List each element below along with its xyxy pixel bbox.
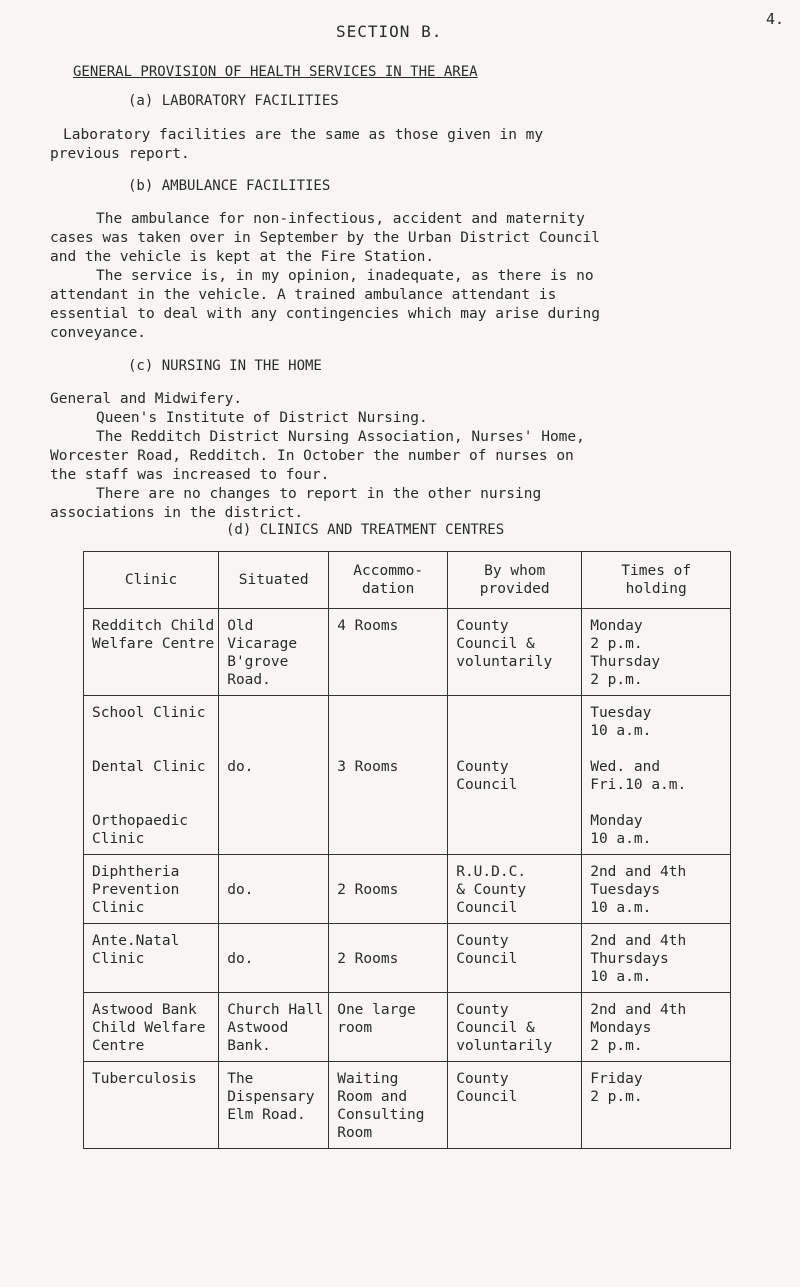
cell-clinic: Astwood Bank Child Welfare Centre (84, 993, 219, 1062)
cell-clinic: School Clinic Dental Clinic Orthopaedic Clinic (84, 696, 219, 855)
cell-provided-by: County Council & voluntarily (448, 993, 582, 1062)
cell-provided-by: County Council (448, 1062, 582, 1149)
section-d-title: (d) CLINICS AND TREATMENT CENTRES (226, 522, 505, 538)
table-row (84, 855, 731, 924)
table-row (84, 924, 731, 993)
cell-accommodation: 2 Rooms (329, 855, 448, 924)
cell-situated: do. (219, 924, 329, 993)
cell-clinic: Tuberculosis (84, 1062, 219, 1149)
cell-provided-by: County Council (448, 924, 582, 993)
section-b-line: The service is, in my opinion, inadequate, as there is no (96, 268, 594, 284)
header-clinic: Clinic (84, 552, 219, 609)
cell-situated: Old Vicarage B'grove Road. (219, 609, 329, 696)
cell-provided-by: R.U.D.C. & County Council (448, 855, 582, 924)
section-b-line: conveyance. (50, 325, 147, 341)
section-a-line: previous report. (50, 146, 190, 162)
section-b-line: attendant in the vehicle. A trained ambulance attendant is (50, 287, 557, 303)
cell-situated: do. (219, 696, 329, 855)
cell-clinic: Ante.Natal Clinic (84, 924, 219, 993)
cell-accommodation: One large room (329, 993, 448, 1062)
cell-provided-by: County Council (448, 696, 582, 855)
cell-times: 2nd and 4th Mondays 2 p.m. (582, 993, 731, 1062)
table-row (84, 609, 731, 696)
section-title: SECTION B. (336, 22, 443, 41)
section-c-line: Queen's Institute of District Nursing. (96, 410, 428, 426)
page-number: 4. (766, 10, 785, 28)
section-c-line: Worcester Road, Redditch. In October the number of nurses on (50, 448, 574, 464)
cell-times: 2nd and 4th Tuesdays 10 a.m. (582, 855, 731, 924)
cell-times: Friday 2 p.m. (582, 1062, 731, 1149)
table-row (84, 1062, 731, 1149)
section-c-line: The Redditch District Nursing Association, Nurses' Home, (96, 429, 585, 445)
cell-clinic: Redditch Child Welfare Centre (84, 609, 219, 696)
section-a-line: Laboratory facilities are the same as those given in my (63, 127, 544, 143)
cell-provided-by: County Council & voluntarily (448, 609, 582, 696)
section-c-line: the staff was increased to four. (50, 467, 330, 483)
cell-accommodation: 4 Rooms (329, 609, 448, 696)
header-situated: Situated (219, 552, 329, 609)
cell-accommodation: 3 Rooms (329, 696, 448, 855)
cell-situated: do. (219, 855, 329, 924)
cell-times: Tuesday 10 a.m. Wed. and Fri.10 a.m. Monday 10 a.m. (582, 696, 731, 855)
cell-clinic: Diphtheria Prevention Clinic (84, 855, 219, 924)
header-times: Times of holding (582, 552, 731, 609)
cell-situated: The Dispensary Elm Road. (219, 1062, 329, 1149)
cell-accommodation: Waiting Room and Consulting Room (329, 1062, 448, 1149)
cell-times: 2nd and 4th Thursdays 10 a.m. (582, 924, 731, 993)
cell-accommodation: 2 Rooms (329, 924, 448, 993)
clinics-table (83, 551, 731, 1149)
section-c-line: There are no changes to report in the other nursing (96, 486, 542, 502)
section-b-line: cases was taken over in September by the Urban District Council (50, 230, 600, 246)
cell-times: Monday 2 p.m. Thursday 2 p.m. (582, 609, 731, 696)
page-heading: GENERAL PROVISION OF HEALTH SERVICES IN THE AREA (73, 64, 478, 80)
header-provided-by: By whom provided (448, 552, 582, 609)
header-accommodation: Accommo- dation (329, 552, 448, 609)
table-row (84, 993, 731, 1062)
section-b-line: essential to deal with any contingencies which may arise during (50, 306, 600, 322)
section-c-title: (c) NURSING IN THE HOME (128, 358, 322, 374)
table-header-row (84, 552, 731, 609)
section-b-line: The ambulance for non-infectious, accident and maternity (96, 211, 585, 227)
section-b-title: (b) AMBULANCE FACILITIES (128, 178, 331, 194)
section-b-line: and the vehicle is kept at the Fire Station. (50, 249, 435, 265)
table-row (84, 696, 731, 855)
section-c-line: General and Midwifery. (50, 391, 243, 407)
cell-situated: Church Hall Astwood Bank. (219, 993, 329, 1062)
section-c-line: associations in the district. (50, 505, 304, 521)
section-a-title: (a) LABORATORY FACILITIES (128, 93, 339, 109)
